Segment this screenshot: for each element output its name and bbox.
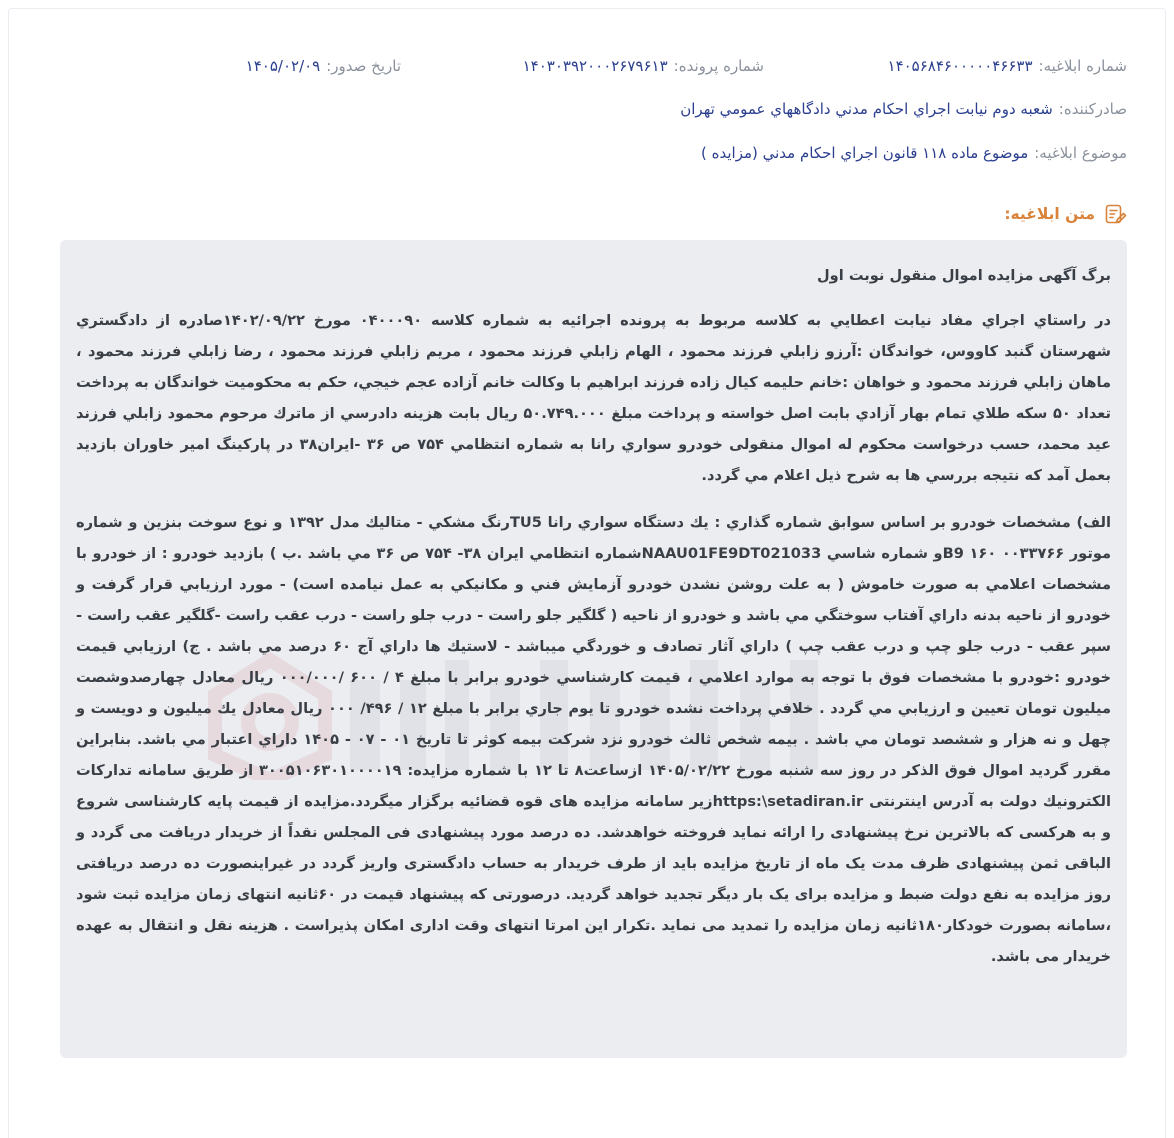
document-pen-icon [1103,202,1127,226]
issue-date-label: تاريخ صدور: [326,57,401,75]
notice-heading: برگ آگهی مزایده اموال منقول نوبت اول [817,267,1111,284]
issuer-label: صادرکننده: [1058,100,1127,118]
subject [701,144,1127,162]
notice-body-panel [60,240,1127,1058]
notice-paragraph-2: الف) مشخصات خودرو بر اساس سوابق شماره گذاري : يك دستگاه سواري رانا TU5رنگ مشكي - متاليك مدل ۱۳۹۲ و نوع سوخت بنزين و شماره موتور ۰۰۳۳۷۶۶ ۱۶۰ B9و شماره شاسي NAAU01FE9DT021033شماره انتظامي ايران ۳۸- ۷۵۴ ص ۳۶ مي باشد .ب ) بازديد خودرو : از خودرو با مشخصات اعلامي به صورت خاموش ( به علت روشن نشدن خودرو آزمايش فني و مكانيكي به عمل نيامده است) - مورد ارزيابي قرار گرفت و خودرو از ناحيه بدنه داراي آفتاب سوختگي مي باشد و خودرو از ناحيه ( گلگير جلو راست - درب جلو راست - درب عقب راست -گلگير عقب راست - سپر عقب - درب جلو چپ و درب عقب چپ ) داراي آثار تصادف و خوردگي ميباشد - لاستيك ها داراي آج ۶۰ درصد مي باشد . ج) ارزيابي قيمت خودرو :خودرو با مشخصات فوق با توجه به موارد اعلامي ، قيمت كارشناسي خودرو برابر با مبلغ ۴ / ۶۰۰ /۰۰۰/۰۰۰ ريال معادل چهارصدوشصت ميليون تومان تعيين و ارزيابي مي گردد . خلافي پرداخت نشده خودرو تا يوم جاري برابر با مبلغ ۱۲ / ۴۹۶/ ۰۰۰ ريال معادل يك ميليون و دويست و چهل و نه هزار و ششصد تومان مي باشد . بيمه شخص ثالث خودرو نزد شركت بيمه كوثر تا تاريخ ۰۱ - ۰۷ - ۱۴۰۵ داراي اعتبار مي باشد. بنابراين مقرر گرديد اموال فوق الذكر در روز سه شنبه مورخ ۱۴۰۵/۰۲/۲۲ ازساعت۸ تا ۱۲ با شماره مزايده: ۳۰۰۵۱۰۶۳۰۱۰۰۰۰۱۹ از طريق سامانه تداركات الكترونيك دولت به آدرس اينترنتی https:\setadiran.irزير سامانه مزایده های قوه قضائیه برگزار ميگردد.مزایده از قیمت پایه کارشناسی شروع و به هرکسی که بالاترین نرخ پیشنهادی را ارائه نماید فروخته خواهدشد. ده درصد مورد پیشنهادی فی المجلس نقداً از خریدار دریافت می گردد و الباقی ثمن پیشنهادی ظرف مدت یک ماه از تاریخ مزایده باید از طرف خریدار به حساب دادگستری واریز گردد در غیراینصورت ده درصد دریافتی روز مزایده به نفع دولت ضبط و مزایده برای یک بار دیگر تجدید خواهد گردید. درصورتی که پیشنهاد قیمت در ۶۰ثانیه انتهای زمان مزایده ثبت شود ،سامانه بصورت خودکار۱۸۰ثانیه زمان مزایده را تمدید می نماید .تکرار این امرتا انتهای وقت اداری امکان پذیراست . هزینه نقل و انتقال به عهده خریدار می باشد. [76,514,1112,965]
notice-number-value: ۱۴۰۵۶۸۴۶۰۰۰۰۰۴۶۶۳۳ [887,57,1033,75]
meta-row-issuer [47,100,1127,118]
case-number-label: شماره پرونده: [673,57,764,75]
case-number-value: ۱۴۰۳۰۳۹۲۰۰۰۲۶۷۹۶۱۳ [522,57,668,75]
notice-text-title-label: متن ابلاغیه: [1004,205,1095,223]
notice-body-text [60,240,1127,972]
issue-date-value: ۱۴۰۵/۰۲/۰۹ [245,57,321,75]
issuer [680,100,1127,118]
issuer-value: شعبه دوم نيابت اجراي احكام مدني دادگاههاي عمومي تهران [680,100,1053,118]
case-number [523,57,764,75]
issue-date [246,57,401,75]
notice-number [888,57,1127,75]
subject-label: موضوع ابلاغيه: [1034,144,1127,162]
notice-paragraph-1: در راستاي اجراي مفاد نيابت اعطايي به كلاسه مربوط به پرونده اجرائيه به شماره كلاسه ۰۴۰۰۰۹۰ مورخ ۱۴۰۲/۰۹/۲۲صادره از دادگستري شهرستان گنبد كاووس، خواندگان :آرزو زابلي فرزند محمود ، الهام زابلي فرزند محمود ، مريم زابلي فرزند محمود ، رضا زابلي فرزند محمود ، ماهان زابلي فرزند محمود و خواهان :خانم حليمه كيال زاده فرزند ابراهيم با وكالت خانم آزاده عجم خيجي، حكم به محكوميت خواندگان به پرداخت تعداد ۵۰ سكه طلاي تمام بهار آزادي بابت اصل خواسته و پرداخت مبلغ ۵۰.۷۴۹.۰۰۰ ريال بابت هزينه دادرسي از ماترك مرحوم محمود زابلي فرزند عيد محمد، حسب درخواست محكوم له اموال منقولی خودرو سواري رانا به شماره انتظامي ۷۵۴ ص ۳۶ -ايران۳۸ در پاركينگ امير خاوران بازديد بعمل آمد كه نتيجه بررسي ها به شرح ذيل اعلام مي گردد. [76,312,1111,484]
notice-text-title [1004,202,1127,226]
notice-number-label: شماره ابلاغيه: [1038,57,1127,75]
subject-value: موضوع ماده ۱۱۸ قانون اجراي احکام مدني (مزايده ) [701,144,1029,162]
meta-row-subject [47,144,1127,162]
